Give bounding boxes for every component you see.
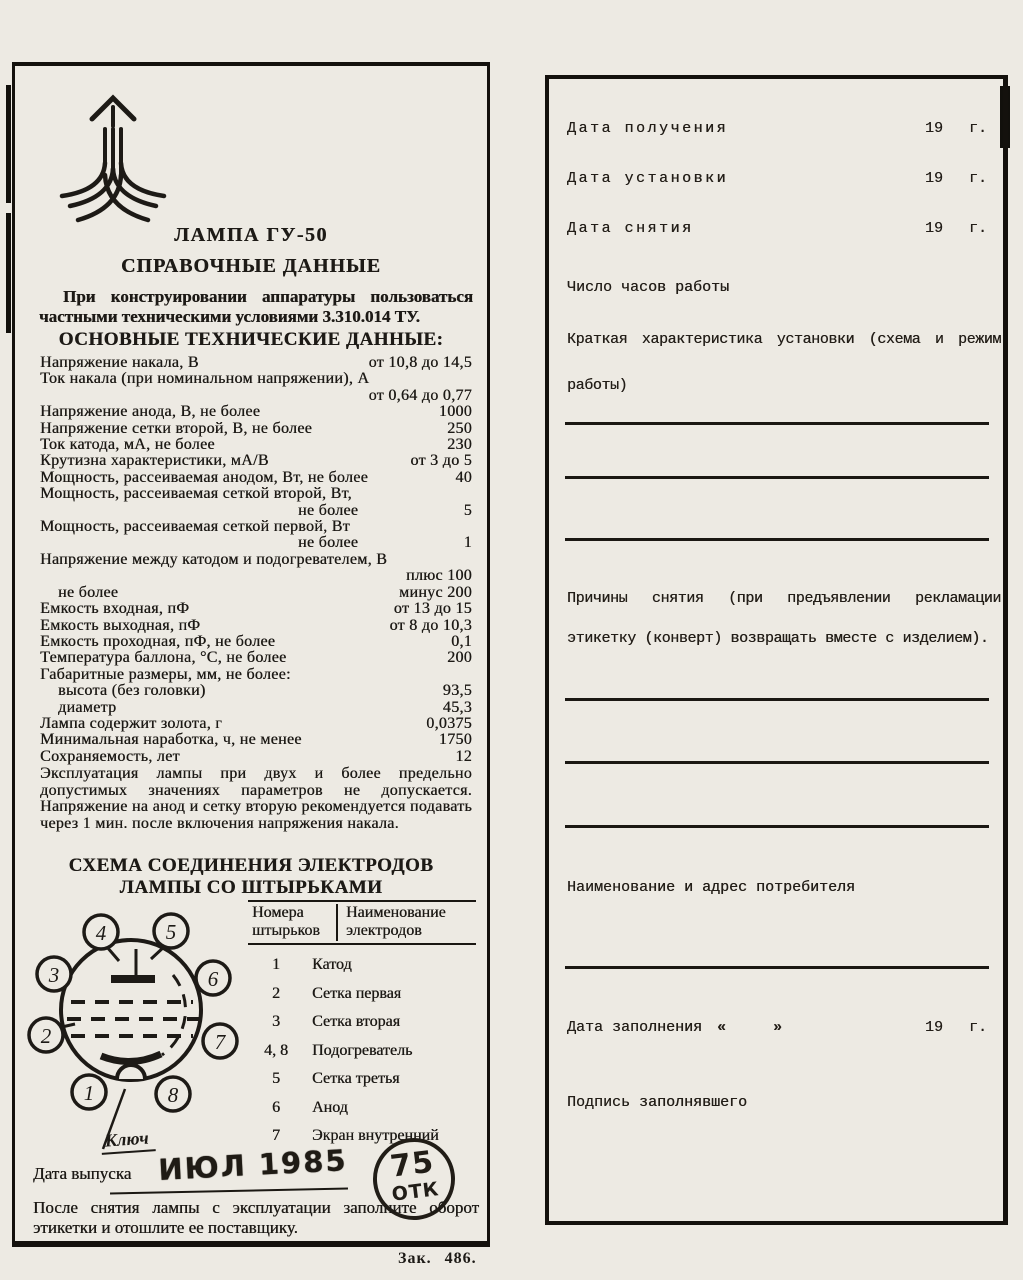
- spec-value: 40: [455, 468, 472, 486]
- pin-numbers-cell: 1: [272, 956, 280, 974]
- spec-row: [40, 437, 472, 453]
- spec-label: Габаритные размеры, мм, не более:: [40, 665, 291, 683]
- spec-value: минус 200: [398, 583, 472, 601]
- year-suffix: г.: [968, 170, 987, 187]
- schema-heading-line2: ЛАМПЫ СО ШТЫРЬКАМИ: [119, 877, 383, 898]
- ruled-line: [565, 698, 989, 701]
- spec-value: 230: [447, 436, 472, 454]
- spec-label: Напряжение анода, В, не более: [40, 403, 261, 421]
- pin-table: [248, 900, 476, 1151]
- spec-row: [40, 519, 472, 535]
- key-label: Ключ: [100, 1127, 155, 1155]
- spec-label: Ток накала (при номинальном напряжении), А: [40, 370, 370, 388]
- key-notch: [117, 1065, 145, 1079]
- right-page: [545, 75, 1008, 1225]
- scan-artifact: [6, 213, 11, 333]
- spec-label: Напряжение накала, В: [40, 354, 199, 371]
- schema-heading-line1: СХЕМА СОЕДИНЕНИЯ ЭЛЕКТРОДОВ: [68, 855, 434, 876]
- spec-value: от 10,8 до 14,5: [368, 354, 472, 371]
- year-prefix: 19: [924, 120, 943, 137]
- spec-label: Крутизна характеристики, мА/В: [40, 452, 269, 470]
- spec-label: не более: [58, 583, 119, 601]
- spec-label: Емкость выходная, пФ: [40, 616, 201, 634]
- electrode-name-cell: Подогреватель: [312, 1041, 413, 1059]
- schema-heading: [15, 855, 487, 899]
- spec-row: [40, 601, 472, 617]
- spec-row: [40, 371, 472, 387]
- spec-value: от 13 до 15: [393, 600, 472, 618]
- electrode-name-cell: Анод: [312, 1098, 348, 1116]
- spec-label: Напряжение между катодом и подогревателем, В: [40, 550, 388, 568]
- characteristic-label: Краткая характеристика установки (схема и режим работы): [567, 331, 1001, 394]
- ruled-line: [565, 422, 989, 425]
- spec-value: от 8 до 10,3: [389, 616, 472, 634]
- field-label: Дата установки: [567, 170, 729, 187]
- qc-stamp-number: 75: [388, 1144, 437, 1185]
- spec-value: 12: [455, 747, 472, 765]
- spec-row: [40, 503, 472, 519]
- spec-row: [40, 700, 472, 716]
- spec-row: [40, 667, 472, 683]
- spec-row: [40, 552, 472, 568]
- intro-paragraph: При конструировании аппаратуры пользоваться частными техническими условиями 3.310.014 ТУ.: [39, 287, 473, 326]
- year-suffix: г.: [968, 1019, 987, 1036]
- ruled-line: [565, 761, 989, 764]
- year-prefix: 19: [924, 220, 943, 237]
- spec-row: [40, 486, 472, 502]
- scan-artifact: [6, 85, 11, 203]
- spec-value: плюс 100: [405, 567, 472, 585]
- spec-label: Емкость проходная, пФ, не более: [40, 632, 276, 650]
- pin-number: 4: [95, 921, 107, 945]
- year-prefix: 19: [924, 1019, 943, 1036]
- pin-numbers-cell: 7: [272, 1127, 280, 1145]
- spec-label: Мощность, рассеиваемая сеткой второй, Вт,: [40, 485, 352, 503]
- spec-value: 0,1: [451, 632, 472, 650]
- spec-value: 93,5: [442, 682, 472, 700]
- spec-label: высота (без головки): [58, 682, 206, 700]
- factory-logo-icon: [48, 79, 178, 229]
- date-field-row: [549, 120, 1003, 142]
- ruled-line: [565, 476, 989, 479]
- spec-row: [40, 388, 472, 404]
- pin-row: [248, 1037, 476, 1066]
- anode-bar: [111, 975, 155, 983]
- spec-row: [40, 585, 472, 601]
- quote-close-mark: »: [773, 1019, 783, 1036]
- pin-numbers-cell: 3: [272, 1013, 280, 1031]
- removal-reasons-label: Причины снятия (при предъявлении рекламации этикетку (конверт) возвращать вместе с изделием).: [567, 590, 1001, 647]
- spec-row: [40, 470, 472, 486]
- page-subtitle: СПРАВОЧНЫЕ ДАННЫЕ: [120, 255, 381, 277]
- pin-number: 5: [165, 920, 177, 944]
- spec-label: Лампа содержит золота, г: [40, 714, 223, 732]
- specs-list: [40, 355, 472, 765]
- field-label: Дата получения: [567, 120, 729, 137]
- spec-value: 1: [463, 534, 472, 552]
- spec-row: [40, 634, 472, 650]
- spec-row: [40, 749, 472, 765]
- date-stamp: ИЮЛ 1985: [157, 1143, 349, 1187]
- ruled-line: [565, 538, 989, 541]
- spec-value: 45,3: [442, 698, 472, 716]
- pin-row: [248, 980, 476, 1009]
- spec-label: Минимальная наработка, ч, не менее: [40, 731, 302, 749]
- pin-numbers-cell: 6: [272, 1098, 280, 1116]
- spec-row: [40, 683, 472, 699]
- electrode-name-cell: Сетка первая: [312, 984, 402, 1002]
- spec-label: Напряжение сетки второй, В, не более: [40, 419, 313, 437]
- spec-value: 1000: [438, 403, 472, 421]
- ruled-line: [565, 966, 989, 969]
- quote-open-mark: «: [717, 1019, 727, 1036]
- spec-row: [40, 421, 472, 437]
- electrode-name-cell: Катод: [312, 956, 352, 974]
- pin-number: 6: [207, 967, 219, 991]
- date-field-row: [549, 220, 1003, 242]
- spec-row: [40, 355, 472, 371]
- pin-number: 1: [83, 1081, 95, 1105]
- pin-numbers-cell: 2: [272, 984, 280, 1002]
- pin-row: [248, 1065, 476, 1094]
- hours-label: Число часов работы: [567, 279, 730, 296]
- year-prefix: 19: [924, 170, 943, 187]
- spec-row: [40, 568, 472, 584]
- spec-value: 0,0375: [426, 714, 472, 732]
- fill-date-row: [549, 1019, 1003, 1041]
- pin-number: 7: [214, 1030, 226, 1054]
- spec-row: [40, 732, 472, 748]
- spec-row: [40, 404, 472, 420]
- pin-number: 3: [48, 963, 60, 987]
- spec-label: не более: [298, 534, 359, 552]
- spec-label: Температура баллона, °С, не более: [40, 649, 287, 667]
- cathode-arc: [101, 1054, 161, 1062]
- electrode-name-cell: Сетка третья: [312, 1070, 400, 1088]
- spec-value: 1750: [438, 731, 472, 749]
- signature-label: Подпись заполнявшего: [567, 1094, 748, 1111]
- usage-note: Эксплуатация лампы при двух и более предельно допустимых значениях параметров не допускается. Напряжение на анод и сетку вторую рекомендуется подавать через 1 мин. после включения напряжения накала.: [40, 765, 472, 832]
- pin-table-header: [248, 900, 476, 945]
- spec-label: Ток катода, мА, не более: [40, 436, 215, 454]
- consumer-label: Наименование и адрес потребителя: [567, 879, 856, 896]
- spec-row: [40, 535, 472, 551]
- spec-value: 5: [463, 501, 472, 519]
- pin-row: [248, 1094, 476, 1123]
- page-title: ЛАМПА ГУ-50: [174, 224, 328, 246]
- field-label: Дата снятия: [567, 220, 694, 237]
- spec-value: 250: [447, 419, 472, 437]
- qc-stamp-text: ОТК: [390, 1178, 441, 1206]
- pin-number: 8: [167, 1083, 179, 1107]
- ruled-line: [565, 825, 989, 828]
- spec-row: [40, 453, 472, 469]
- electrode-name-cell: Сетка вторая: [312, 1013, 400, 1031]
- electrode-name-cell: Экран внутренний: [312, 1127, 439, 1145]
- spec-row: [40, 650, 472, 666]
- field-label: Дата заполнения: [567, 1019, 703, 1036]
- pin-numbers-cell: 5: [272, 1070, 280, 1088]
- issue-date-label: Дата выпуска: [33, 1164, 132, 1183]
- column-divider: [336, 904, 338, 941]
- return-note: После снятия лампы с эксплуатации заполните оборот этикетки и отошлите ее поставщику.: [33, 1198, 479, 1237]
- left-page: [12, 62, 490, 1247]
- spec-label: Мощность, рассеиваемая сеткой первой, Вт: [40, 518, 350, 536]
- spec-label: Емкость входная, пФ: [40, 600, 190, 618]
- pin-table-rows: [248, 945, 476, 1151]
- print-reference: Зак. 486.: [398, 1250, 477, 1267]
- pin-row: [248, 1008, 476, 1037]
- pin-numbers-cell: 4, 8: [264, 1041, 288, 1059]
- spec-row: [40, 618, 472, 634]
- spec-row: [40, 716, 472, 732]
- spec-value: от 3 до 5: [410, 452, 472, 470]
- specs-heading: ОСНОВНЫЕ ТЕХНИЧЕСКИЕ ДАННЫЕ:: [58, 329, 444, 350]
- spec-value: от 0,64 до 0,77: [368, 386, 472, 404]
- electrodes-column-header: Наименование электродов: [346, 904, 446, 939]
- spec-value: 200: [447, 649, 472, 667]
- year-suffix: г.: [968, 120, 987, 137]
- spec-label: Мощность, рассеиваемая анодом, Вт, не более: [40, 468, 368, 486]
- spec-label: Сохраняемость, лет: [40, 747, 180, 765]
- pin-row: [248, 951, 476, 980]
- pin-number: 2: [40, 1024, 52, 1048]
- date-field-row: [549, 170, 1003, 192]
- pins-column-header: Номера штырьков: [252, 904, 320, 939]
- spec-label: диаметр: [58, 698, 117, 716]
- spec-label: не более: [298, 501, 359, 519]
- year-suffix: г.: [968, 220, 987, 237]
